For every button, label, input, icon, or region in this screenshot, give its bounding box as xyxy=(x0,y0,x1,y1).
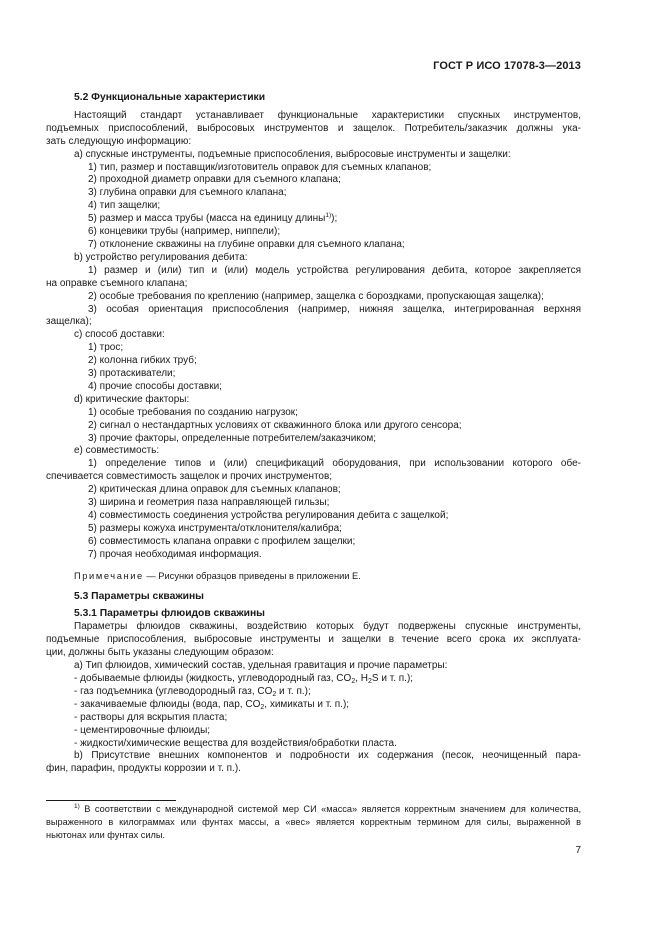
list-item-text: 5) размер и масса трубы (масса на единицу длины xyxy=(88,213,326,225)
list-item: 1) трос; xyxy=(88,342,124,354)
list-item: 7) отклонение скважины на глубине оправки для съемного клапана; xyxy=(88,238,405,250)
dash-item xyxy=(46,673,581,686)
list-a xyxy=(46,149,581,252)
list-c xyxy=(46,329,581,394)
note-label: Примечание xyxy=(74,570,144,581)
list-item-title: c) способ доставки: xyxy=(74,329,165,341)
list-d xyxy=(46,394,581,446)
text-line: ции, должны быть указаны следующим образом: xyxy=(46,647,274,659)
intro-paragraph xyxy=(46,110,581,149)
footnote xyxy=(46,803,581,842)
list-item: 2) колонна гибких труб; xyxy=(88,355,197,367)
section-heading-5-2: 5.2 Функциональные характеристики xyxy=(74,92,266,103)
list-item: 1) особые требования по созданию нагрузок; xyxy=(88,406,298,418)
note xyxy=(46,570,581,583)
list-item: 4) прочие способы доставки; xyxy=(88,380,222,392)
text-line: защелка); xyxy=(46,316,92,328)
subscript: 2 xyxy=(272,690,277,698)
dash-item-text: и т. п.); xyxy=(276,685,311,697)
text-line: b) Присутствие внешних компонентов и подробности их содержания (песок, неочищенный пара- xyxy=(74,750,581,762)
list-b xyxy=(46,252,581,329)
section-heading-5-3: 5.3 Параметры скважины xyxy=(74,590,204,602)
text-line: 1) определение типов и (или) спецификаций оборудования, при использовании которого обе- xyxy=(88,458,581,470)
subsection-heading-5-3-1: 5.3.1 Параметры флюидов скважины xyxy=(74,608,265,620)
text-line: Настоящий стандарт устанавливает функциональные характеристики спускных инструментов, xyxy=(74,109,581,121)
list-item: 5) размеры кожуха инструмента/отклонителя/калибра; xyxy=(88,522,342,534)
page-number: 7 xyxy=(575,845,581,856)
list-item-title: d) критические факторы: xyxy=(74,393,190,405)
dash-item: - цементировочные флюиды; xyxy=(74,724,211,736)
footnote-ref: 1) xyxy=(325,212,332,220)
dash-item: - жидкости/химические вещества для воздействия/обработки пласта. xyxy=(74,737,397,749)
dash-item-text: - закачиваемые флюиды (вода, пар, CO xyxy=(74,698,261,710)
running-header: ГОСТ Р ИСО 17078-3—2013 xyxy=(433,60,581,72)
footnote-text: В соответствии с международной системой мер СИ «масса» является корректным значением для количества, xyxy=(79,804,581,814)
list-item-title: e) совместимость: xyxy=(74,445,160,457)
text-line: на оправке съемного клапана; xyxy=(46,277,188,289)
dash-item-text: S и т. п.); xyxy=(371,672,414,684)
footnote-line: выраженного в килограммах или фунтах массы, а «вес» является корректным термином для силы, выраженной в xyxy=(46,817,581,827)
list-item-title: а) спускные инструменты, подъемные приспособления, выбросовые инструменты и защелки: xyxy=(74,148,511,160)
list-item: 6) концевики трубы (например, ниппели); xyxy=(88,226,281,238)
text-line: подъемных приспособлений, выбросовых инструментов и защелок. Потребитель/заказчик должны ука- xyxy=(46,122,581,134)
list-item-title: а) Тип флюидов, химический состав, удельная гравитация и прочие параметры: xyxy=(74,660,448,672)
list-item: 3) ширина и геометрия паза направляющей гильзы; xyxy=(88,497,330,509)
list-item: 3) прочие факторы, определенные потребителем/заказчиком; xyxy=(88,432,376,444)
list-item: 3) глубина оправки для съемного клапана; xyxy=(88,187,287,199)
text-line: 3) особая ориентация приспособления (например, нижняя защелка, интегрированная верхняя xyxy=(88,303,581,315)
subscript: 2 xyxy=(351,677,356,685)
list-item: 6) совместимость клапана оправки с профилем защелки; xyxy=(88,535,356,547)
text-line: Параметры флюидов скважины, воздействию которых будут подвержены спускные инструменты, xyxy=(74,621,581,633)
document-body xyxy=(46,92,581,776)
footnote-mark: 1) xyxy=(74,803,80,810)
list-item: 4) тип защелки; xyxy=(88,200,161,212)
footnote-separator xyxy=(46,800,176,801)
footnote-line: ньютонах или фунтах силы. xyxy=(46,830,165,840)
subscript: 2 xyxy=(368,677,372,685)
list-item: 4) совместимость соединения устройства регулирования дебита с защелкой; xyxy=(88,510,449,521)
dash-item-text: , химикаты и т. п.); xyxy=(264,698,350,710)
list-e xyxy=(46,445,581,561)
list-item xyxy=(46,213,581,226)
dash-item xyxy=(46,686,581,699)
footnote-line xyxy=(46,803,581,816)
dash-item-text: , H xyxy=(355,672,368,684)
list-item-title: b) устройство регулирования дебита: xyxy=(74,251,248,263)
text-line: спечивается совместимость защелок и прочих инструментов; xyxy=(46,471,333,483)
list-item: 2) проходной диаметр оправки для съемного клапана; xyxy=(88,174,341,186)
list-item: 3) протаскиватели; xyxy=(88,368,176,380)
text-line: подъемные приспособления, выбросовые инструменты и защелки в течение всего срока их эксплуата- xyxy=(46,634,581,646)
text-line: фин, парафин, продукты коррозии и т. п.). xyxy=(46,763,241,775)
text-line: 1) размер и (или) тип и (или) модель устройства регулирования дебита, которое закрепляется xyxy=(88,264,581,276)
text-line: зать следующую информацию: xyxy=(46,135,192,147)
list-item: 2) особые требования по креплению (например, защелка с бороздками, пропускающая защелка); xyxy=(88,290,544,302)
list-item: 7) прочая необходимая информация. xyxy=(88,548,262,560)
dash-item-text: - газ подъемника (углеводородный газ, CO xyxy=(74,685,273,697)
dash-item xyxy=(46,699,581,712)
dash-item-text: - добываемые флюиды (жидкость, углеводородный газ, CO xyxy=(74,672,352,684)
dash-item: - растворы для вскрытия пласта; xyxy=(74,711,228,723)
list-item-text: ); xyxy=(331,213,338,225)
subscript: 2 xyxy=(260,703,265,711)
list-item: 2) сигнал о нестандартных условиях от скважинного блока или другого сенсора; xyxy=(88,419,462,431)
list-item: 2) критическая длина оправок для съемных клапанов; xyxy=(88,484,341,496)
fluids-paragraph xyxy=(46,621,581,776)
list-item: 1) тип, размер и поставщик/изготовитель оправок для съемных клапанов; xyxy=(88,161,432,173)
note-text: — Рисунки образцов приведены в приложении Е. xyxy=(143,570,361,581)
